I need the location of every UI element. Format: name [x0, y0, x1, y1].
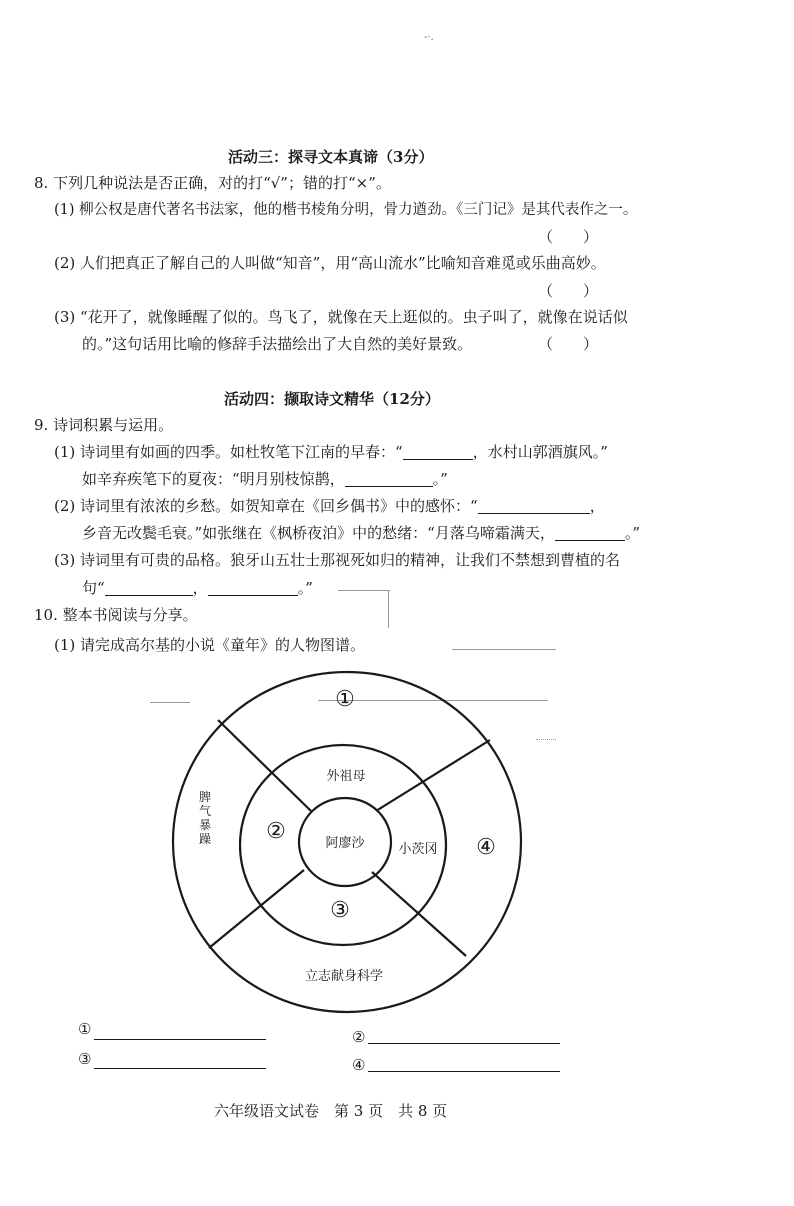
- q9-2-line1: [54, 495, 605, 517]
- answer-line-4[interactable]: [368, 1071, 560, 1072]
- q8-item-1-answer-paren[interactable]: （ ）: [538, 228, 599, 246]
- header-mark: -·.: [424, 32, 434, 43]
- scan-line: [150, 702, 190, 703]
- marker-4: ④: [476, 835, 496, 860]
- activity3-title: 活动三：探寻文本真谛（3分）: [228, 148, 434, 166]
- outer-ring: [173, 672, 521, 1012]
- q8-stem: 8. 下列几种说法是否正确，对的打“√”；错的打“×”。: [34, 174, 391, 192]
- answer-line-2[interactable]: [368, 1043, 560, 1044]
- center-ring: [299, 798, 391, 886]
- q9-2-text-a: (2) 诗词里有浓浓的乡愁。如贺知章在《回乡偶书》中的感怀：“: [54, 497, 478, 515]
- q8-item-2: (2) 人们把真正了解自己的人叫做“知音”，用“高山流水”比喻知音难觅或乐曲高妙。: [54, 254, 606, 272]
- q8-item-2-answer-paren[interactable]: （ ）: [538, 282, 599, 300]
- q9-3-line1: (3) 诗词里有可贵的品格。狼牙山五壮士那视死如归的精神，让我们不禁想到曹植的名: [54, 551, 621, 569]
- q9-3-text-b: 句“: [82, 579, 105, 597]
- page-footer: 六年级语文试卷 第 3 页 共 8 页: [214, 1102, 448, 1120]
- q9-1-blank-2[interactable]: [345, 470, 433, 487]
- label-right-inner: 小茨冈: [398, 842, 438, 857]
- q10-stem: 10. 整本书阅读与分享。: [34, 606, 198, 624]
- scan-line: [452, 649, 556, 650]
- q9-2-text-b: ，: [589, 497, 605, 515]
- divider-top-right: [376, 740, 490, 811]
- activity4-title: 活动四：撷取诗文精华（12分）: [224, 390, 440, 408]
- scan-line: [338, 590, 390, 591]
- q9-2-line2: [82, 522, 640, 544]
- q8-item-1: (1) 柳公权是唐代著名书法家，他的楷书棱角分明，骨力遒劲。《三门记》是其代表作之一。: [54, 202, 638, 218]
- answer-line-1[interactable]: [94, 1039, 266, 1040]
- q9-3-line2: [82, 577, 313, 599]
- q9-2-text-c: 乡音无改鬓毛衰。”如张继在《枫桥夜泊》中的愁绪：“月落乌啼霜满天，: [82, 524, 555, 542]
- q9-3-text-d: 。”: [297, 579, 313, 597]
- q8-item-3-line2: 的。”这句话用比喻的修辞手法描绘出了大自然的美好景致。: [82, 335, 473, 353]
- marker-2: ②: [266, 819, 286, 844]
- divider-top-left: [218, 720, 311, 811]
- label-left-outer-4: 躁: [198, 832, 212, 846]
- label-center: 阿廖沙: [325, 836, 365, 851]
- q9-1-text-d: 。”: [432, 470, 448, 488]
- q9-1-text-c: 如辛弃疾笔下的夏夜：“明月别枝惊鹊，: [82, 470, 345, 488]
- divider-bottom-left: [209, 870, 304, 948]
- marker-1: ①: [335, 687, 355, 712]
- q10-1-text: (1) 请完成高尔基的小说《童年》的人物图谱。: [54, 636, 366, 654]
- q8-item-3-line1: (3) “花开了，就像睡醒了似的。鸟飞了，就像在天上逛似的。虫子叫了，就像在说话似: [54, 308, 628, 326]
- answer-label-4: ④: [352, 1056, 366, 1074]
- q9-2-blank-2[interactable]: [555, 524, 625, 541]
- scan-line-vertical: [388, 590, 389, 628]
- label-top-inner: 外祖母: [326, 769, 366, 784]
- label-left-outer-3: 暴: [198, 818, 212, 832]
- label-left-outer-1: 脾: [198, 790, 212, 804]
- q9-2-text-d: 。”: [624, 524, 641, 542]
- q9-1-text-b: ，水村山郭酒旗风。”: [472, 443, 608, 461]
- answer-label-2: ②: [352, 1028, 366, 1046]
- q9-1-line2: [82, 468, 448, 490]
- q9-stem: 9. 诗词积累与运用。: [34, 416, 174, 434]
- divider-bottom-right: [372, 872, 466, 956]
- scan-line: [536, 739, 556, 740]
- label-left-outer-2: 气: [198, 804, 212, 818]
- q9-3-text-c: ，: [192, 579, 208, 597]
- label-bottom-outer: 立志献身科学: [304, 969, 384, 984]
- q9-1-line1: [54, 441, 608, 463]
- scan-line: [318, 700, 548, 701]
- answer-label-1: ①: [78, 1020, 92, 1038]
- q9-2-blank-1[interactable]: [478, 497, 590, 514]
- q9-1-text-a: (1) 诗词里有如画的四季。如杜牧笔下江南的早春：“: [54, 443, 403, 461]
- q9-3-blank-2[interactable]: [208, 579, 298, 596]
- q9-3-blank-1[interactable]: [105, 579, 193, 596]
- answer-label-3: ③: [78, 1050, 92, 1068]
- q9-1-blank-1[interactable]: [403, 443, 473, 460]
- marker-3: ③: [330, 898, 350, 923]
- q8-item-3-answer-paren[interactable]: （ ）: [538, 335, 599, 353]
- answer-line-3[interactable]: [94, 1068, 266, 1069]
- middle-ring: [240, 745, 446, 945]
